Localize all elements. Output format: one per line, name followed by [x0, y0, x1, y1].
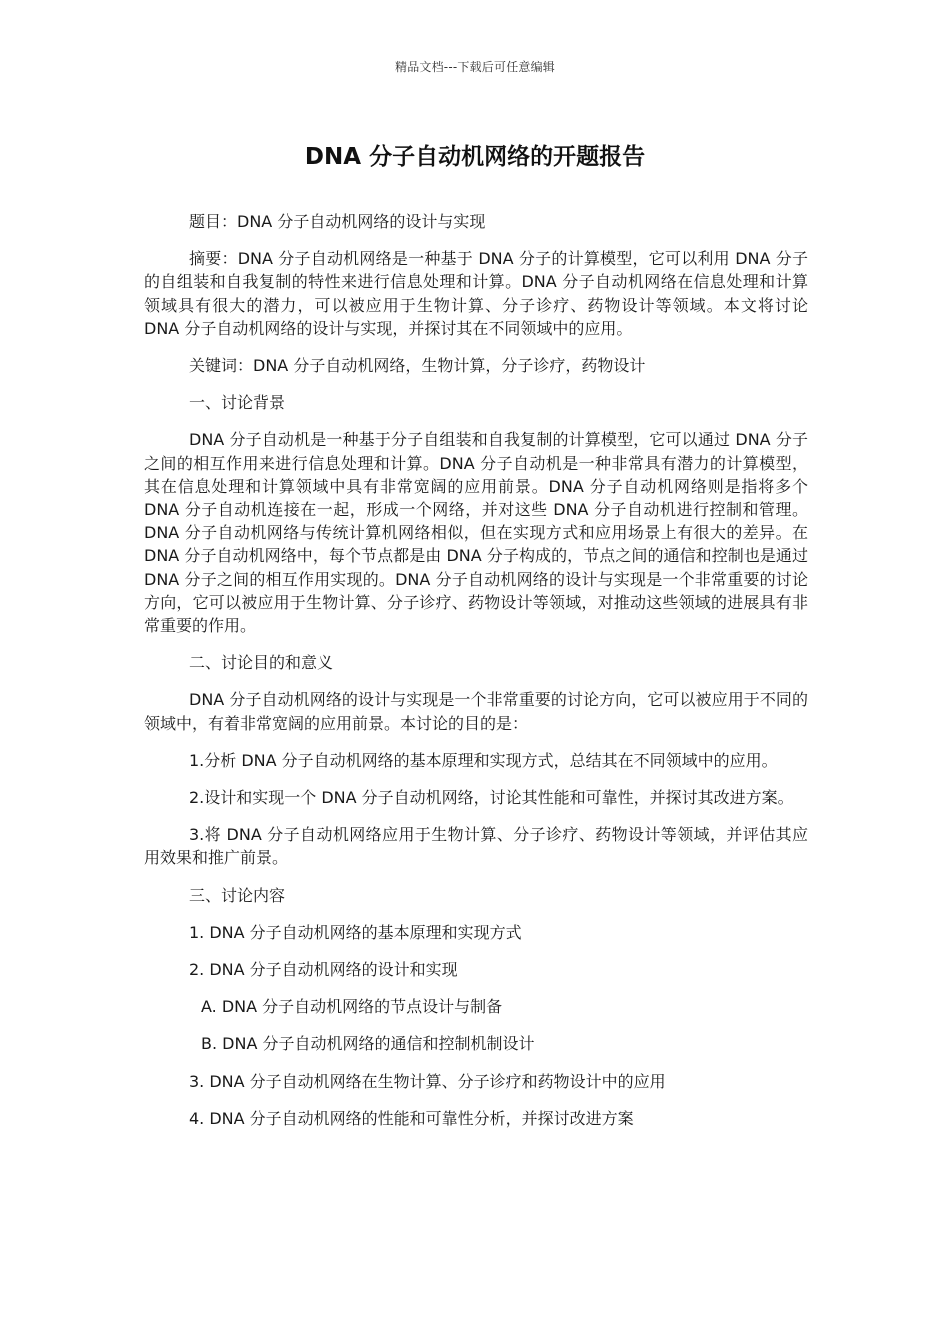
content-item-2a: A. DNA 分子自动机网络的节点设计与制备 — [201, 997, 503, 1017]
section1-paragraph: DNA 分子自动机是一种基于分子自组装和自我复制的计算模型，它可以通过 DNA 分子之间的相互作用来进行信息处理和计算。DNA 分子自动机是一种非常具有潜力的计算模型，其在信息处理和计算领域中具有非常宽阔的应用前景。DNA 分子自动机网络则是指将多个 DNA 分子自动机连接在一起，形成一个网络，并对这些 DNA 分子自动机进行控制和管理。DNA 分子自动机网络与传统计算机网络相似，但在实现方式和应用场景上有很大的差异。在 DNA 分子自动机网络中，每个节点都是由 DNA 分子构成的，节点之间的通信和控制也是通过 DNA 分子之间的相互作用实现的。DNA 分子自动机网络的设计与实现是一个非常重要的讨论方向，它可以被应用于生物计算、分子诊疗、药物设计等领域，对推动这些领域的进展具有非常重要的作用。 — [144, 430, 808, 636]
document-title: DNA 分子自动机网络的开题报告 — [304, 144, 646, 170]
content-item-4: 4. DNA 分子自动机网络的性能和可靠性分析，并探讨改进方案 — [189, 1108, 634, 1128]
goal-item-2: 2.设计和实现一个 DNA 分子自动机网络，讨论其性能和可靠性，并探讨其改进方案。 — [189, 788, 794, 808]
goal-item-1: 1.分析 DNA 分子自动机网络的基本原理和实现方式，总结其在不同领域中的应用。 — [189, 750, 778, 770]
abstract-paragraph: 摘要：DNA 分子自动机网络是一种基于 DNA 分子的计算模型，它可以利用 DNA 分子的自组装和自我复制的特性来进行信息处理和计算。DNA 分子自动机网络在信息处理和计算领域具有很大的潜力，可以被应用于生物计算、分子诊疗、药物设计等领域。本文将讨论 DNA 分子自动机网络的设计与实现，并探讨其在不同领域中的应用。 — [144, 249, 808, 338]
content-item-1: 1. DNA 分子自动机网络的基本原理和实现方式 — [189, 922, 522, 942]
keywords-line: 关键词：DNA 分子自动机网络，生物计算，分子诊疗，药物设计 — [189, 356, 646, 376]
section2-paragraph: DNA 分子自动机网络的设计与实现是一个非常重要的讨论方向，它可以被应用于不同的领域中，有着非常宽阔的应用前景。本讨论的目的是： — [144, 690, 808, 733]
section2-heading: 二、讨论目的和意义 — [189, 653, 334, 673]
document-body — [144, 210, 808, 1144]
content-item-3: 3. DNA 分子自动机网络在生物计算、分子诊疗和药物设计中的应用 — [189, 1071, 666, 1091]
goal-item-3: 3.将 DNA 分子自动机网络应用于生物计算、分子诊疗、药物设计等领域，并评估其应用效果和推广前景。 — [144, 825, 808, 868]
content-item-2b: B. DNA 分子自动机网络的通信和控制机制设计 — [201, 1034, 535, 1054]
subject-line: 题目：DNA 分子自动机网络的设计与实现 — [189, 212, 486, 231]
content-item-2: 2. DNA 分子自动机网络的设计和实现 — [189, 960, 458, 980]
section3-heading: 三、讨论内容 — [189, 885, 286, 905]
section1-heading: 一、讨论背景 — [189, 393, 286, 413]
header-watermark: 精品文档---下载后可任意编辑 — [395, 60, 555, 74]
